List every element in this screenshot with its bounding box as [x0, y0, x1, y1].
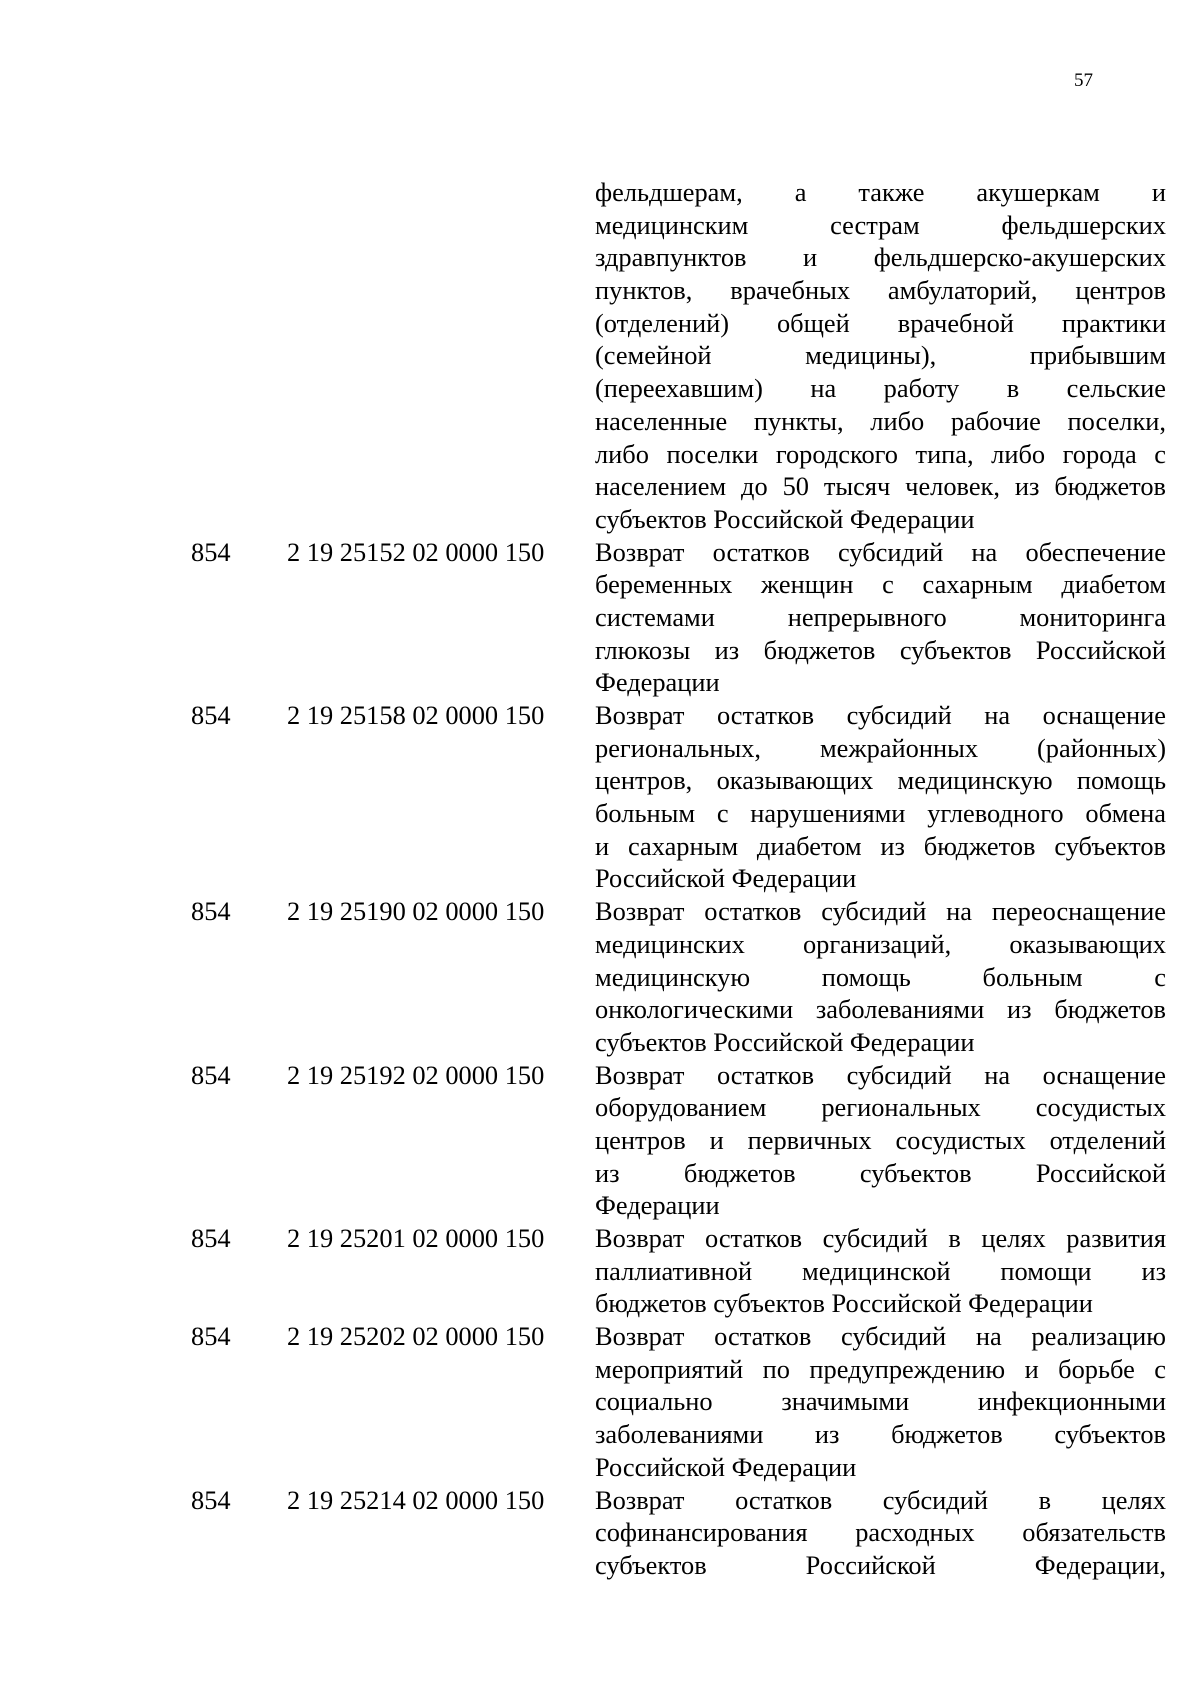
table-row — [0, 1222, 1200, 1320]
text-line: здравпунктов и фельдшерско-акушерских — [595, 242, 1166, 273]
income-description — [595, 1484, 1166, 1582]
text-line: (семейной медицины), прибывшим — [595, 340, 1166, 371]
text-line: Возврат остатков субсидий на оснащение — [595, 1059, 1166, 1090]
admin-code: 854 — [191, 536, 231, 567]
admin-code: 854 — [191, 1059, 231, 1090]
income-description — [595, 1059, 1166, 1222]
table-row — [0, 1059, 1200, 1222]
text-line: Российской Федерации — [595, 863, 857, 894]
text-line: бюджетов субъектов Российской Федерации — [595, 1288, 1093, 1319]
text-line: глюкозы из бюджетов субъектов Российской — [595, 634, 1166, 665]
text-line: фельдшерам, а также акушеркам и — [595, 177, 1166, 207]
text-line: Возврат остатков субсидий в целях развития — [595, 1223, 1166, 1253]
admin-code: 854 — [191, 700, 231, 730]
text-line: паллиативной медицинской помощи из — [595, 1255, 1166, 1286]
text-line: социально значимыми инфекционными — [595, 1386, 1166, 1417]
table-row — [0, 1320, 1200, 1483]
budget-classification-code: 2 19 25214 02 0000 150 — [287, 1484, 545, 1515]
income-description — [595, 536, 1166, 699]
continuation-row — [0, 176, 1200, 536]
text-line: субъектов Российской Федерации — [595, 503, 975, 534]
admin-code: 854 — [191, 1321, 231, 1352]
budget-classification-code: 2 19 25158 02 0000 150 — [287, 700, 545, 730]
budget-classification-code: 2 19 25152 02 0000 150 — [287, 536, 545, 567]
page-number: 57 — [1074, 70, 1093, 91]
income-description — [595, 1320, 1166, 1483]
continuation-text — [595, 176, 1166, 536]
budget-classification-code: 2 19 25190 02 0000 150 — [287, 896, 545, 927]
table-row — [0, 536, 1200, 699]
text-line: из бюджетов субъектов Российской — [595, 1157, 1166, 1188]
text-line: пунктов, врачебных амбулаторий, центров — [595, 275, 1166, 306]
text-line: Российской Федерации — [595, 1451, 857, 1482]
text-line: субъектов Российской Федерации — [595, 1026, 975, 1057]
text-line: Возврат остатков субсидий на реализацию — [595, 1321, 1166, 1352]
text-line: Федерации — [595, 667, 720, 698]
income-description — [595, 1222, 1166, 1320]
text-line: субъектов Российской Федерации, — [595, 1549, 1166, 1580]
budget-classification-code: 2 19 25201 02 0000 150 — [287, 1223, 545, 1253]
text-line: мероприятий по предупреждению и борьбе с — [595, 1353, 1166, 1384]
admin-code: 854 — [191, 896, 231, 927]
income-description — [595, 699, 1166, 895]
income-description — [595, 895, 1166, 1058]
table-row — [0, 1484, 1200, 1582]
text-line: Возврат остатков субсидий на переоснащение — [595, 896, 1166, 927]
text-line: Федерации — [595, 1190, 720, 1221]
text-line: либо поселки городского типа, либо города с — [595, 438, 1166, 469]
text-line: больным с нарушениями углеводного обмена — [595, 798, 1166, 829]
text-line: населением до 50 тысяч человек, из бюджетов — [595, 471, 1166, 502]
text-line: Возврат остатков субсидий на оснащение — [595, 700, 1166, 730]
admin-code: 854 — [191, 1223, 231, 1253]
text-line: и сахарным диабетом из бюджетов субъектов — [595, 830, 1166, 861]
text-line: медицинских организаций, оказывающих — [595, 928, 1166, 959]
text-line: заболеваниями из бюджетов субъектов — [595, 1419, 1166, 1450]
text-line: (переехавшим) на работу в сельские — [595, 373, 1166, 404]
text-line: Возврат остатков субсидий на обеспечение — [595, 536, 1166, 567]
budget-code-table — [0, 176, 1200, 1582]
text-line: региональных, межрайонных (районных) — [595, 732, 1166, 763]
text-line: центров и первичных сосудистых отделений — [595, 1124, 1166, 1155]
text-line: оборудованием региональных сосудистых — [595, 1092, 1166, 1123]
text-line: системами непрерывного мониторинга — [595, 601, 1166, 632]
text-line: населенные пункты, либо рабочие поселки, — [595, 405, 1166, 436]
table-row — [0, 895, 1200, 1058]
text-line: софинансирования расходных обязательств — [595, 1517, 1166, 1548]
text-line: медицинским сестрам фельдшерских — [595, 209, 1166, 240]
text-line: беременных женщин с сахарным диабетом — [595, 569, 1166, 600]
budget-classification-code: 2 19 25192 02 0000 150 — [287, 1059, 545, 1090]
text-line: медицинскую помощь больным с — [595, 961, 1166, 992]
text-line: центров, оказывающих медицинскую помощь — [595, 765, 1166, 796]
text-line: онкологическими заболеваниями из бюджетов — [595, 994, 1166, 1025]
budget-classification-code: 2 19 25202 02 0000 150 — [287, 1321, 545, 1352]
text-line: (отделений) общей врачебной практики — [595, 307, 1166, 338]
text-line: Возврат остатков субсидий в целях — [595, 1484, 1166, 1515]
table-row — [0, 699, 1200, 895]
admin-code: 854 — [191, 1484, 231, 1515]
